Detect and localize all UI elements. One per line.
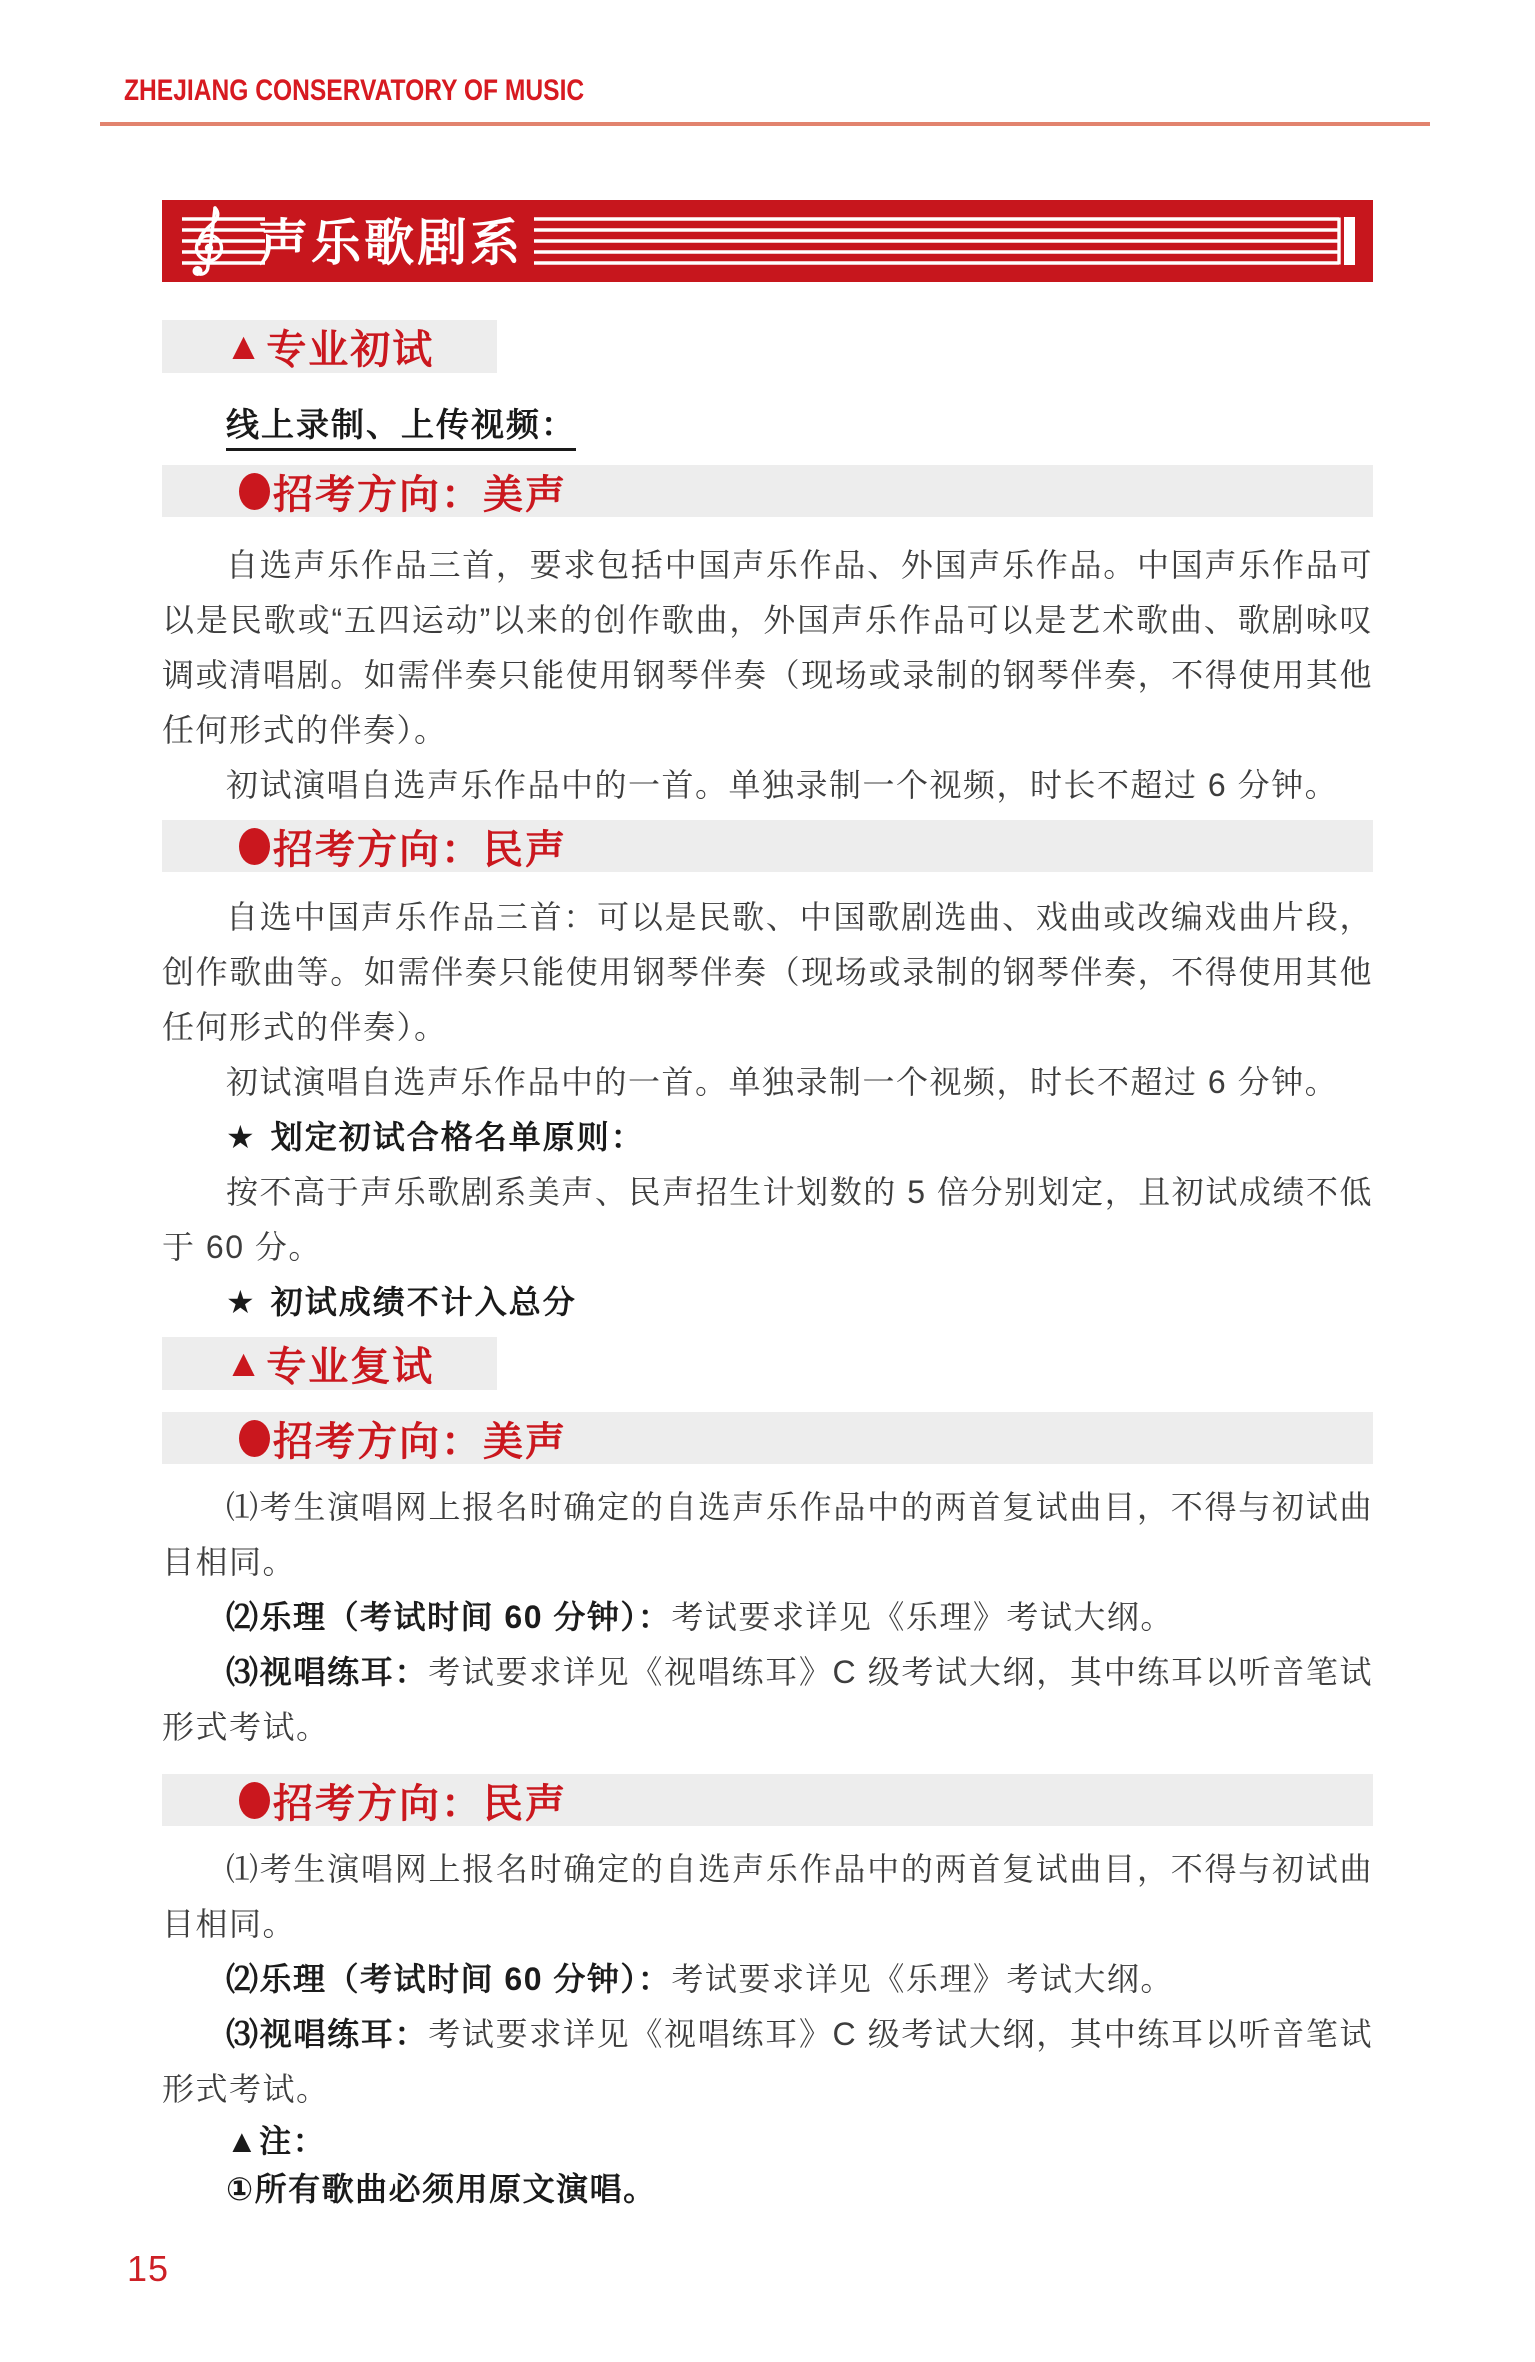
page-content bbox=[162, 200, 1373, 2213]
notes-heading bbox=[162, 2117, 1373, 2165]
bullet-icon bbox=[239, 473, 270, 510]
notes-heading-label: 注： bbox=[259, 2123, 327, 2159]
bel-canto-initial-video-rule: 初试演唱自选声乐作品中的一首。单独录制一个视频，时长不超过 6 分钟。 bbox=[226, 767, 1339, 803]
folk-initial-video-rule: 初试演唱自选声乐作品中的一首。单独录制一个视频，时长不超过 6 分钟。 bbox=[226, 1064, 1339, 1100]
section-banner-bel-canto-retest bbox=[162, 1412, 1373, 1464]
notes-item: ①所有歌曲必须用原文演唱。 bbox=[226, 2171, 657, 2207]
bullet-icon bbox=[239, 1782, 270, 1819]
star-icon: ★ bbox=[226, 1119, 257, 1155]
retest-item: ⑶视唱练耳：考试要求详见《视唱练耳》C 级考试大纲，其中练耳以听音笔试形式考试。 bbox=[162, 2016, 1373, 2107]
folk-initial-paragraph: 自选中国声乐作品三首：可以是民歌、中国歌剧选曲、戏曲或改编戏曲片段，创作歌曲等。如需伴奏只能使用钢琴伴奏（现场或录制的钢琴伴奏，不得使用其他任何形式的伴奏）。 bbox=[162, 899, 1373, 1045]
retest-item: ⑵乐理（考试时间 60 分钟）：考试要求详见《乐理》考试大纲。 bbox=[226, 1961, 1174, 1997]
shortlist-rule-detail: 按不高于声乐歌剧系美声、民声招生计划数的 5 倍分别划定，且初试成绩不低于 60 分。 bbox=[162, 1174, 1373, 1265]
bullet-icon bbox=[239, 828, 270, 865]
page-header-school-name: ZHEJIANG CONSERVATORY OF MUSIC bbox=[124, 74, 585, 107]
section-heading-bel-canto-initial: 招考方向：美声 bbox=[273, 472, 567, 517]
department-title: 声乐歌剧系 bbox=[258, 214, 523, 271]
bullet-icon bbox=[239, 1420, 270, 1457]
star-icon: ★ bbox=[226, 1284, 257, 1320]
section-banner-folk-initial bbox=[162, 820, 1373, 872]
section-heading-retest: 专业复试 bbox=[266, 1345, 435, 1389]
score-note-line bbox=[162, 1275, 1373, 1330]
section-heading-folk-retest: 招考方向：民声 bbox=[273, 1781, 567, 1826]
triangle-icon: ▲ bbox=[224, 325, 265, 368]
bel-canto-initial-paragraph: 自选声乐作品三首，要求包括中国声乐作品、外国声乐作品。中国声乐作品可以是民歌或“五四运动”以来的创作歌曲，外国声乐作品可以是艺术歌曲、歌剧咏叹调或清唱剧。如需伴奏只能使用钢琴伴奏（现场或录制的钢琴伴奏，不得使用其他任何形式的伴奏）。 bbox=[162, 547, 1373, 748]
section-banner-retest bbox=[162, 1337, 497, 1390]
score-note-label: 初试成绩不计入总分 bbox=[270, 1284, 577, 1320]
retest-item: ⑴考生演唱网上报名时确定的自选声乐作品中的两首复试曲目，不得与初试曲目相同。 bbox=[162, 1851, 1373, 1942]
triangle-icon: ▲ bbox=[226, 2123, 260, 2159]
section-banner-folk-retest bbox=[162, 1774, 1373, 1826]
page-number: 15 bbox=[127, 2248, 170, 2289]
section-banner-bel-canto-initial bbox=[162, 465, 1373, 517]
section-heading-bel-canto-retest: 招考方向：美声 bbox=[273, 1419, 567, 1464]
final-barline-icon bbox=[1344, 217, 1355, 265]
section-heading-folk-initial: 招考方向：民声 bbox=[273, 827, 567, 872]
shortlist-rule-label: 划定初试合格名单原则： bbox=[270, 1119, 645, 1155]
header-divider bbox=[100, 122, 1430, 126]
section-banner-initial-exam bbox=[162, 320, 497, 373]
department-banner bbox=[162, 200, 1373, 282]
retest-item: ⑵乐理（考试时间 60 分钟）：考试要求详见《乐理》考试大纲。 bbox=[226, 1599, 1174, 1635]
shortlist-rule-heading bbox=[162, 1110, 1373, 1165]
retest-item: ⑴考生演唱网上报名时确定的自选声乐作品中的两首复试曲目，不得与初试曲目相同。 bbox=[162, 1489, 1373, 1580]
section-heading-initial-exam: 专业初试 bbox=[266, 328, 435, 372]
online-recording-note: 线上录制、上传视频： bbox=[162, 397, 1373, 452]
retest-item: ⑶视唱练耳：考试要求详见《视唱练耳》C 级考试大纲，其中练耳以听音笔试形式考试。 bbox=[162, 1654, 1373, 1745]
triangle-icon: ▲ bbox=[224, 1342, 265, 1385]
